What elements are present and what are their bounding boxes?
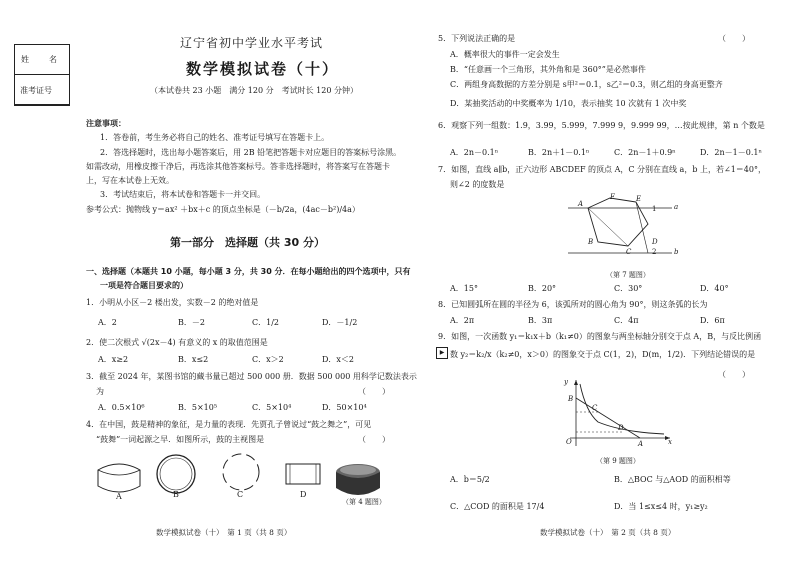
q5-option-b[interactable]: B．“任意画一个三角形，其外角和是 360°”是必然事件 bbox=[450, 65, 646, 74]
q9-caption: （第 9 题图） bbox=[596, 457, 640, 465]
q3-stem-cont: 为 bbox=[96, 387, 104, 396]
q9-option-b[interactable]: B．△BOC 与△AOD 的面积相等 bbox=[614, 475, 731, 484]
q5-option-d[interactable]: D．某抽奖活动的中奖概率为 1/10，表示抽奖 10 次就有 1 次中奖 bbox=[450, 99, 687, 108]
q9-label-b: B bbox=[568, 395, 574, 403]
footer-page1: 数学模拟试卷（十） 第 1 页（共 8 页） bbox=[156, 528, 292, 537]
q5-stem: 5．下列说法正确的是 bbox=[438, 34, 516, 43]
q7-figure bbox=[568, 190, 672, 268]
q9-label-c: C bbox=[592, 404, 598, 412]
q7-option-c[interactable]: C．30° bbox=[614, 284, 643, 293]
q7-caption: （第 7 题图） bbox=[606, 271, 650, 279]
q9-label-x: x bbox=[668, 438, 672, 446]
q8-option-a[interactable]: A．2π bbox=[450, 316, 475, 325]
q6-option-d[interactable]: D．2n－1－0.1ⁿ bbox=[700, 148, 762, 157]
q2-option-c[interactable]: C．x＞2 bbox=[252, 355, 284, 364]
q2-option-a[interactable]: A．x≥2 bbox=[98, 355, 129, 364]
note-1: 1．答卷前，考生务必将自己的姓名、准考证号填写在答题卡上。 bbox=[100, 133, 330, 142]
q8-option-b[interactable]: B．3π bbox=[528, 316, 553, 325]
q3-option-b[interactable]: B．5×10⁵ bbox=[178, 403, 218, 412]
q4-figure-d[interactable] bbox=[286, 464, 320, 484]
q4-figure-c[interactable] bbox=[223, 454, 259, 490]
q5-option-a[interactable]: A．概率很大的事件一定会发生 bbox=[450, 50, 560, 59]
q3-stem: 3．截至 2024 年，某图书馆的藏书量已超过 500 000 册．数据 500 000 用科学记数法表示 bbox=[86, 372, 417, 381]
q2-option-b[interactable]: B．x≤2 bbox=[178, 355, 209, 364]
notes-heading: 注意事项： bbox=[86, 119, 126, 128]
q4-figures bbox=[86, 448, 386, 516]
q1-option-d[interactable]: D．－1/2 bbox=[322, 318, 358, 327]
video-icon[interactable]: ▶ bbox=[436, 347, 448, 359]
exam-title: 辽宁省初中学业水平考试 bbox=[180, 36, 324, 50]
instructions-line2: 一项是符合题目要求的） bbox=[100, 281, 188, 290]
q6-option-b[interactable]: B．2n＋1－0.1ⁿ bbox=[528, 148, 590, 157]
q8-option-d[interactable]: D．6π bbox=[700, 316, 725, 325]
q8-stem: 8．已知圆弧所在圆的半径为 6，该弧所对的圆心角为 90°，则这条弧的长为 bbox=[438, 300, 708, 309]
q8-option-c[interactable]: C．4π bbox=[614, 316, 639, 325]
q9-label-o: O bbox=[566, 438, 572, 446]
hexagon bbox=[588, 198, 648, 246]
name-field[interactable]: 姓 名 bbox=[15, 45, 69, 75]
q7-label-angle1: 1 bbox=[652, 205, 657, 213]
q6-option-a[interactable]: A．2n－0.1ⁿ bbox=[450, 148, 499, 157]
exam-number-label: 准考证号 bbox=[20, 86, 52, 95]
q4-stem-cont: “鼓舞”一词起源之早．如图所示，鼓的主视图是 bbox=[96, 435, 265, 444]
q2-option-d[interactable]: D．x＜2 bbox=[322, 355, 355, 364]
q9-stem-cont: 数 y₂＝k₂/x（k₂≠0，x＞0）的图象交于点 C(1，2)，D(m，1/2)．下列结论错误的是 bbox=[450, 350, 756, 359]
exam-number-field[interactable] bbox=[14, 76, 70, 105]
q1-option-c[interactable]: C．1/2 bbox=[252, 318, 279, 327]
q4-label-c: C bbox=[237, 490, 244, 499]
q4-label-b: B bbox=[173, 490, 179, 499]
part1-heading: 第一部分 选择题（共 30 分） bbox=[170, 236, 325, 249]
q1-option-a[interactable]: A．2 bbox=[98, 318, 117, 327]
q7-stem-cont: 则∠2 的度数是 bbox=[450, 180, 505, 189]
q4-stem: 4．在中国，鼓是精神的象征，是力量的表现．先贾孔子曾说过“鼓之舞之”，可见 bbox=[86, 420, 372, 429]
q7-option-d[interactable]: D．40° bbox=[700, 284, 729, 293]
q9-figure bbox=[564, 378, 674, 450]
q9-stem: 9．如图，一次函数 y₁＝k₁x＋b（k₁≠0）的图象与两坐标轴分别交于点 A，B，与反比例函 bbox=[438, 332, 762, 341]
q9-option-c[interactable]: C．△COD 的面积是 17/4 bbox=[450, 502, 545, 511]
q7-label-angle2: 2 bbox=[652, 248, 657, 256]
q9-label-a: A bbox=[638, 440, 644, 448]
q1-stem: 1．小明从小区－2 楼出发，实数－2 的绝对值是 bbox=[86, 298, 259, 307]
q9-label-d: D bbox=[618, 424, 624, 432]
q7-label-c: C bbox=[626, 248, 632, 256]
q3-answer-paren: （ ） bbox=[358, 387, 390, 396]
q7-option-b[interactable]: B．20° bbox=[528, 284, 557, 293]
q2-stem: 2．使二次根式 √(2x－4) 有意义的 x 的取值范围是 bbox=[86, 338, 268, 347]
q4-answer-paren: （ ） bbox=[358, 435, 390, 444]
q3-option-a[interactable]: A．0.5×10⁶ bbox=[98, 403, 145, 412]
q4-caption: （第 4 题图） bbox=[342, 498, 386, 506]
q9-answer-paren: （ ） bbox=[718, 370, 750, 379]
q6-option-c[interactable]: C．2n－1＋0.9ⁿ bbox=[614, 148, 676, 157]
page-right bbox=[400, 0, 800, 566]
q7-label-line-b: b bbox=[674, 248, 679, 256]
q6-stem: 6．观察下列一组数：1.9，3.99，5.999，7.999 9，9.999 99，…按此规律，第 n 个数是 bbox=[438, 121, 765, 130]
q3-option-d[interactable]: D．50×10⁴ bbox=[322, 403, 367, 412]
q7-label-line-a: a bbox=[674, 203, 679, 211]
drum-photo bbox=[336, 464, 380, 495]
paper-subtitle: （本试卷共 23 小题 满分 120 分 考试时长 120 分钟） bbox=[150, 86, 358, 95]
q5-option-c[interactable]: C．两组身高数据的方差分别是 s甲²＝0.1，s乙²＝0.3，则乙组的身高更整齐 bbox=[450, 80, 723, 89]
reference-formula: 参考公式：抛物线 y＝ax² ＋bx＋c 的顶点坐标是（－b/2a，(4ac－b²)/4a） bbox=[86, 205, 360, 214]
note-3: 3．考试结束后，将本试卷和答题卡一并交回。 bbox=[100, 190, 266, 199]
q7-label-b-vertex: B bbox=[588, 238, 594, 246]
q7-label-a: A bbox=[578, 200, 584, 208]
vertex-line bbox=[636, 202, 648, 253]
q9-option-d[interactable]: D．当 1≤x≤4 时，y₁≥y₂ bbox=[614, 502, 708, 511]
q7-stem: 7．如图，直线 a∥b，正六边形 ABCDEF 的顶点 A，C 分别在直线 a，b 上，若∠1＝40°， bbox=[438, 165, 766, 174]
q7-label-e: E bbox=[636, 195, 642, 203]
note-2: 2．答选择题时，选出每小题答案后，用 2B 铅笔把答题卡对应题目的答案标号涂黑。 bbox=[100, 148, 402, 157]
q4-figure-a[interactable] bbox=[98, 464, 140, 492]
q7-label-d: D bbox=[652, 238, 658, 246]
footer-page2: 数学模拟试卷（十） 第 2 页（共 8 页） bbox=[540, 528, 676, 537]
q9-label-y: y bbox=[564, 378, 568, 386]
y-axis-arrow bbox=[574, 380, 578, 385]
q3-option-c[interactable]: C．5×10⁴ bbox=[252, 403, 292, 412]
q4-figure-b[interactable] bbox=[157, 455, 195, 493]
instructions-line1: 一、选择题（本题共 10 小题，每小题 3 分，共 30 分．在每小题给出的四个选项中，只有 bbox=[86, 267, 411, 276]
q4-label-d: D bbox=[300, 490, 307, 499]
q7-label-f: F bbox=[610, 193, 615, 201]
note-2-cont: 如需改动，用橡皮擦干净后，再选涂其他答案标号。答非选择题时，将答案写在答题卡 bbox=[86, 162, 390, 171]
q5-answer-paren: （ ） bbox=[718, 34, 750, 43]
q4-label-a: A bbox=[116, 492, 122, 501]
q1-option-b[interactable]: B．－2 bbox=[178, 318, 205, 327]
q9-option-a[interactable]: A．b＝5/2 bbox=[450, 475, 490, 484]
q7-option-a[interactable]: A．15° bbox=[450, 284, 478, 293]
paper-title: 数学模拟试卷（十） bbox=[186, 60, 340, 78]
note-2-cont2: 上，写在本试卷上无效。 bbox=[86, 176, 174, 185]
